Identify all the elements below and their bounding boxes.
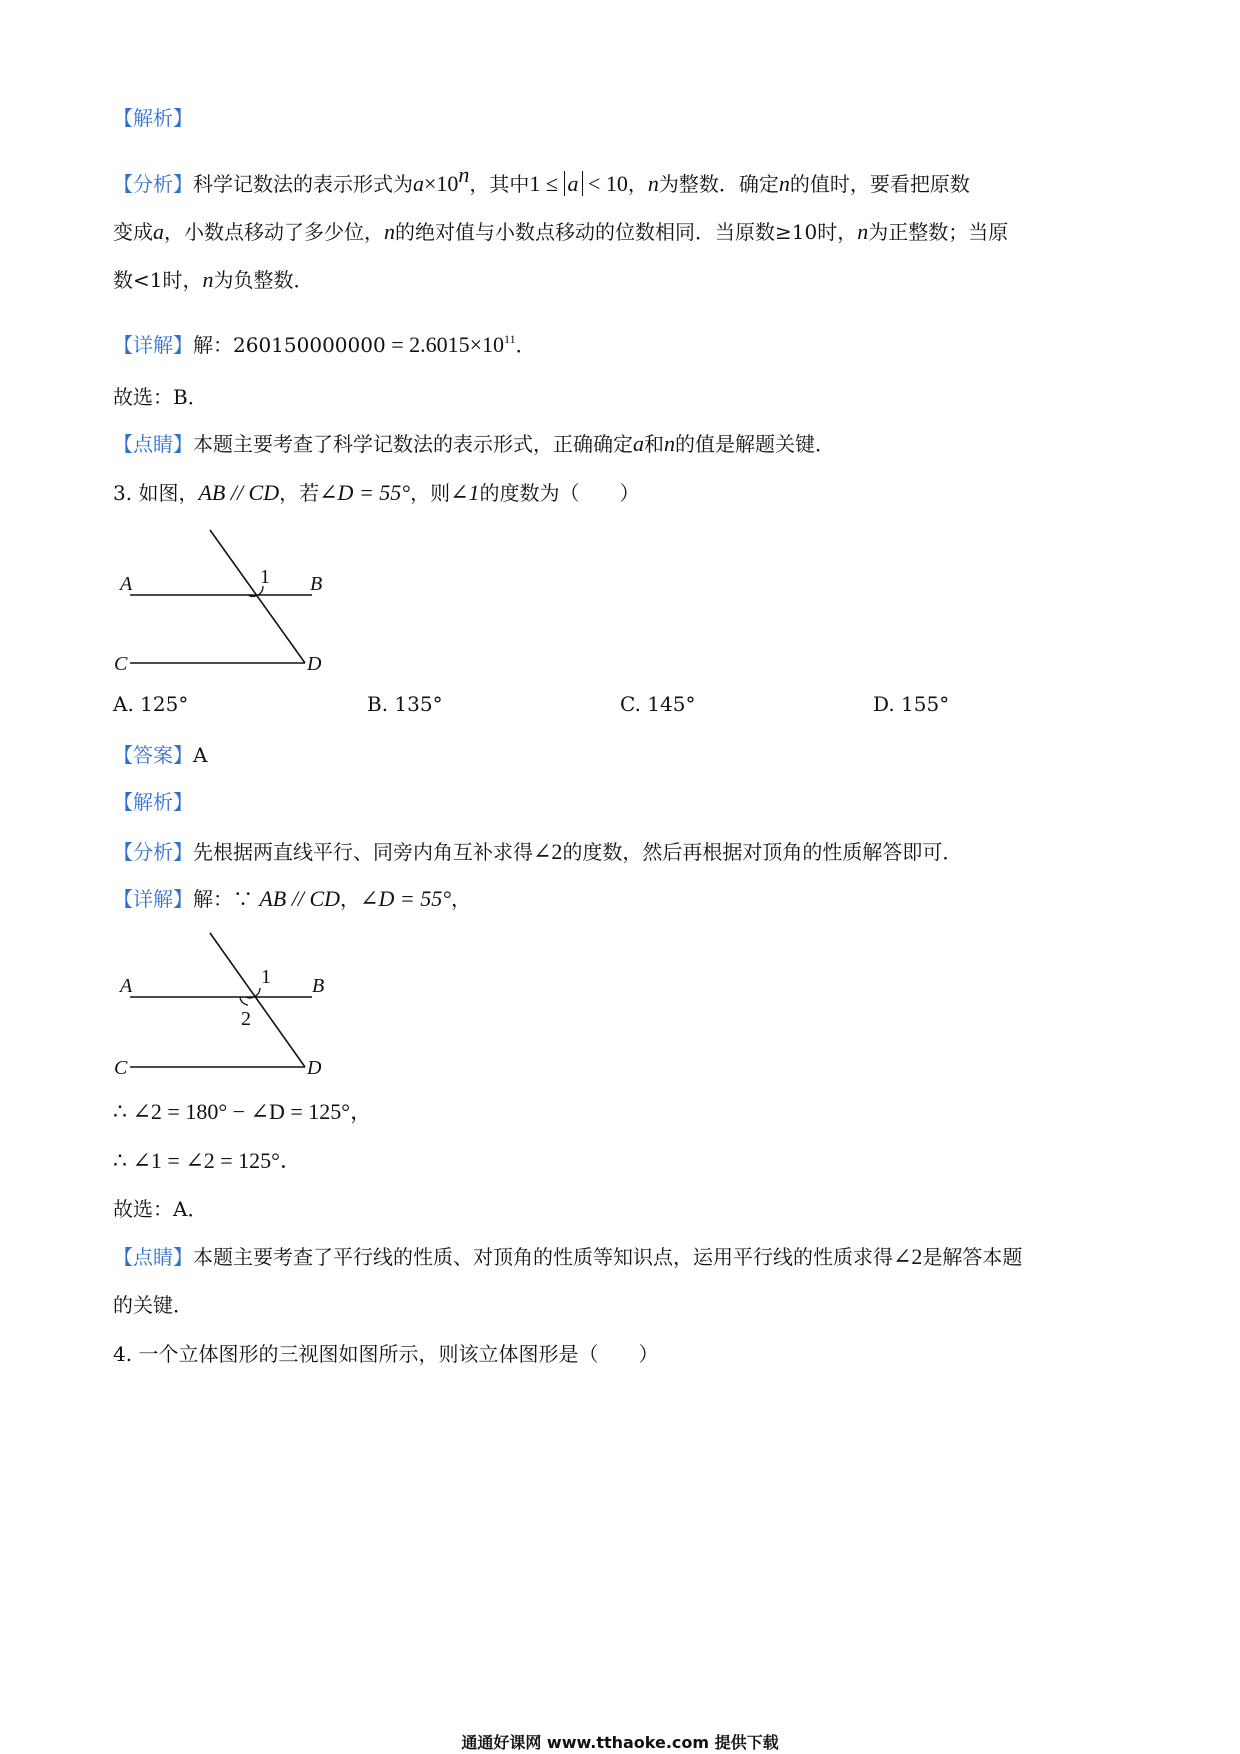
figure-parallel-lines-1 bbox=[100, 520, 360, 680]
transversal bbox=[210, 530, 305, 663]
math: ×10 bbox=[424, 171, 459, 196]
math: n bbox=[384, 219, 395, 244]
q2-fenxi-line2 bbox=[113, 218, 1008, 246]
q2-choice bbox=[113, 383, 208, 411]
text: 的度数为（ ） bbox=[479, 481, 640, 505]
section-tag: 【详解】 bbox=[113, 887, 193, 911]
math-abs: a bbox=[564, 171, 583, 196]
option-d: D. 155° bbox=[873, 692, 950, 716]
math: = 2.6015×10 bbox=[385, 332, 505, 357]
page-footer: 通通好课网 www.tthaoke.com 提供下载 bbox=[461, 1733, 779, 1752]
math: ∠1 bbox=[450, 480, 480, 505]
q3-xiangjie bbox=[113, 885, 471, 913]
math: AB // CD bbox=[259, 886, 341, 911]
label-d: D bbox=[307, 653, 322, 675]
q3-answer bbox=[113, 741, 207, 769]
text: 解：∵ bbox=[193, 887, 260, 911]
math: a bbox=[633, 431, 644, 456]
text: ，若 bbox=[279, 481, 320, 505]
math: 1 ≤ bbox=[529, 171, 564, 196]
q3-fenxi bbox=[113, 838, 962, 866]
text: 本题主要考查了科学记数法的表示形式，正确确定 bbox=[193, 432, 633, 456]
text: 4. 一个立体图形的三视图如图所示，则该立体图形是（ ） bbox=[113, 1342, 659, 1366]
text: ， bbox=[451, 887, 471, 911]
transversal bbox=[210, 933, 305, 1067]
math: a bbox=[153, 219, 164, 244]
answer-value: A bbox=[193, 743, 208, 767]
section-tag: 【点睛】 bbox=[113, 432, 193, 456]
section-tag: 【点睛】 bbox=[113, 1245, 193, 1269]
section-tag: 【分析】 bbox=[113, 840, 193, 864]
text: 数<1时， bbox=[113, 268, 203, 292]
option-a: A. 125° bbox=[113, 692, 189, 716]
q4-stem bbox=[113, 1340, 658, 1368]
text: 先根据两直线平行、同旁内角互补求得 bbox=[193, 840, 533, 864]
text: 为整数．确定 bbox=[658, 172, 779, 196]
q2-dianjing bbox=[113, 430, 835, 458]
math: ∠2 bbox=[893, 1244, 923, 1269]
text: 3. 如图， bbox=[113, 481, 199, 505]
label-angle-1: 1 bbox=[261, 966, 271, 988]
section-tag: 【解析】 bbox=[113, 790, 193, 814]
math: n bbox=[778, 171, 790, 196]
text: 的值时，要看把原数 bbox=[789, 172, 970, 196]
section-tag: 【分析】 bbox=[113, 172, 193, 196]
q2-fenxi-line1 bbox=[113, 161, 970, 198]
figure-parallel-lines-2 bbox=[100, 925, 360, 1085]
q2-fenxi-line3 bbox=[113, 266, 313, 294]
q3-jiexi-heading bbox=[113, 788, 193, 816]
math-step: ∴ ∠2 = 180° − ∠D = 125°， bbox=[113, 1099, 373, 1124]
text: ， bbox=[340, 887, 361, 911]
q3-stem bbox=[113, 479, 640, 507]
text: 故选：A． bbox=[113, 1197, 208, 1221]
label-b: B bbox=[312, 975, 325, 997]
text: 解：260150000000 bbox=[193, 333, 386, 357]
math-exponent: 11 bbox=[504, 332, 516, 346]
q2-jiexi-heading bbox=[113, 104, 193, 132]
text: 的值是解题关键． bbox=[675, 432, 835, 456]
text: 的绝对值与小数点移动的位数相同．当原数≥10时， bbox=[395, 220, 858, 244]
text: ，则 bbox=[410, 481, 451, 505]
section-tag: 【解析】 bbox=[113, 106, 193, 130]
text: 是解答本题 bbox=[922, 1245, 1023, 1269]
label-b: B bbox=[310, 573, 323, 595]
math: n bbox=[664, 431, 675, 456]
option-b: B. 135° bbox=[367, 692, 443, 716]
text: ， bbox=[627, 172, 648, 196]
q3-dianjing-line1 bbox=[113, 1243, 1022, 1271]
label-d: D bbox=[307, 1057, 322, 1079]
text: 变成 bbox=[113, 220, 153, 244]
q3-step2 bbox=[113, 1147, 302, 1175]
math: ∠2 bbox=[533, 839, 563, 864]
angle-2-arc bbox=[240, 997, 248, 1005]
math: n bbox=[202, 267, 214, 292]
math: n bbox=[857, 219, 869, 244]
text: 和 bbox=[644, 432, 664, 456]
q3-choice bbox=[113, 1195, 207, 1223]
math: AB // CD bbox=[198, 480, 280, 505]
label-c: C bbox=[114, 653, 128, 675]
section-tag: 【答案】 bbox=[113, 743, 193, 767]
label-c: C bbox=[114, 1057, 128, 1079]
q3-step1 bbox=[113, 1098, 372, 1126]
text: 的度数，然后再根据对顶角的性质解答即可． bbox=[562, 840, 963, 864]
text: ，小数点移动了多少位， bbox=[164, 220, 384, 244]
math-step: ∴ ∠1 = ∠2 = 125°． bbox=[113, 1148, 302, 1173]
label-a: A bbox=[120, 573, 133, 595]
text: 为正整数；当原 bbox=[868, 220, 1009, 244]
label-a: A bbox=[120, 975, 133, 997]
math-exponent: n bbox=[458, 162, 470, 187]
math: < 10 bbox=[582, 171, 628, 196]
q3-dianjing-line2 bbox=[113, 1291, 193, 1319]
text: ． bbox=[515, 333, 536, 357]
math: a bbox=[413, 171, 424, 196]
math: ∠D = 55° bbox=[319, 480, 411, 505]
q2-xiangjie bbox=[113, 325, 536, 359]
text: 科学记数法的表示形式为 bbox=[193, 172, 413, 196]
text: ，其中 bbox=[469, 172, 530, 196]
text: 的关键． bbox=[113, 1293, 193, 1317]
label-angle-2: 2 bbox=[241, 1008, 251, 1030]
math: ∠D = 55° bbox=[360, 886, 451, 911]
text: 故选：B． bbox=[113, 385, 208, 409]
section-tag: 【详解】 bbox=[113, 333, 193, 357]
text: 本题主要考查了平行线的性质、对顶角的性质等知识点，运用平行线的性质求得 bbox=[193, 1245, 893, 1269]
math: n bbox=[647, 171, 659, 196]
text: 为负整数． bbox=[213, 268, 314, 292]
option-c: C. 145° bbox=[620, 692, 696, 716]
label-angle-1: 1 bbox=[260, 566, 270, 588]
